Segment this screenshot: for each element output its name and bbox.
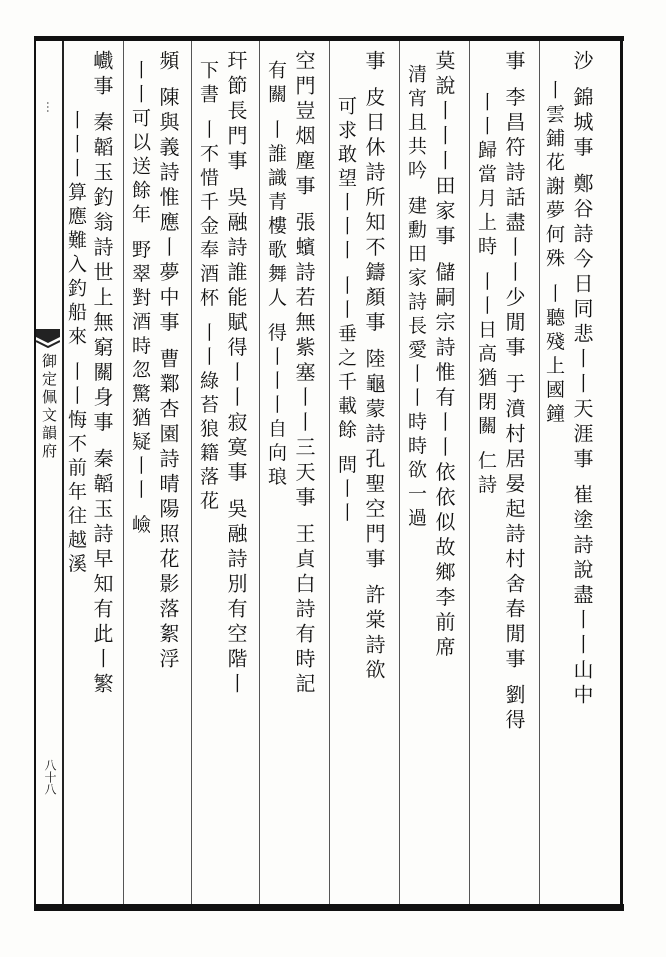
- fish-tail-mark-icon: [36, 329, 60, 349]
- text-column: 清宵且共吟 建勳田家詩長愛丨丨時時欲一過: [405, 64, 427, 532]
- margin-ticks: …: [44, 101, 58, 123]
- book-margin: [36, 41, 64, 904]
- column-rule: [469, 41, 470, 904]
- text-column: 巇事 秦韜玉釣翁詩世上無窮關身事 秦韜玉詩早知有此丨繁: [90, 50, 114, 698]
- text-column: 事 李昌符詩話盡丨丨少閒事 于濆村居晏起詩村舍春閒事 劉得: [502, 50, 526, 735]
- column-rule: [399, 41, 400, 904]
- column-rule: [123, 41, 124, 904]
- column-rule: [259, 41, 260, 904]
- page-number: 八十八: [43, 759, 57, 795]
- text-column: 空門豈烟塵事 張蠙詩若無紫塞丨丨三天事 王貞白詩有時記: [292, 50, 316, 698]
- column-rule: [191, 41, 192, 904]
- text-column: 下書 丨不惜千金奉酒杯 丨丨綠苔狼籍落花: [197, 60, 219, 515]
- book-title: 御定佩文韻府: [40, 353, 58, 461]
- text-column: 有關 丨誰識青樓歌舞人 得丨丨丨自向琅: [265, 60, 287, 491]
- text-column: 丨丨丨算應難入釣船來 丨丨悔不前年往越溪: [65, 110, 87, 578]
- text-column: 玕節長門事 吳融詩誰能賦得丨丨寂寞事 吳融詩別有空階丨: [224, 50, 248, 698]
- column-rule: [539, 41, 540, 904]
- text-column: 可求敢望丨丨丨 丨丨垂之千載餘 問丨丨: [335, 96, 357, 527]
- text-column: 莫說丨丨丨田家事 儲嗣宗詩惟有丨丨依依似故鄉李前席: [432, 50, 456, 662]
- right-border: [620, 36, 623, 911]
- text-column: 丨丨歸當月上時 丨丨日高猶閉關 仁詩: [475, 92, 497, 499]
- text-column: 沙 錦城事 鄭谷詩今日同悲丨丨天涯事 崔塗詩說盡丨丨山中: [570, 50, 594, 710]
- bottom-border: [34, 904, 624, 911]
- text-column: 頻 陳與義詩惟應丨夢中事 曹鄴杏園詩晴陽照花影落絮浮: [156, 50, 180, 673]
- text-column: 事 皮日休詩所知不鑄顏事 陸龜蒙詩孔聖空門事 許棠詩欲: [362, 50, 386, 685]
- text-column: 丨雲鋪花謝夢何殊 丨聽殘上國鐘: [543, 80, 565, 428]
- column-rule: [329, 41, 330, 904]
- text-column: 丨丨可以送餘年 野翠對酒時忽驚猶疑丨丨 嶮: [129, 60, 151, 539]
